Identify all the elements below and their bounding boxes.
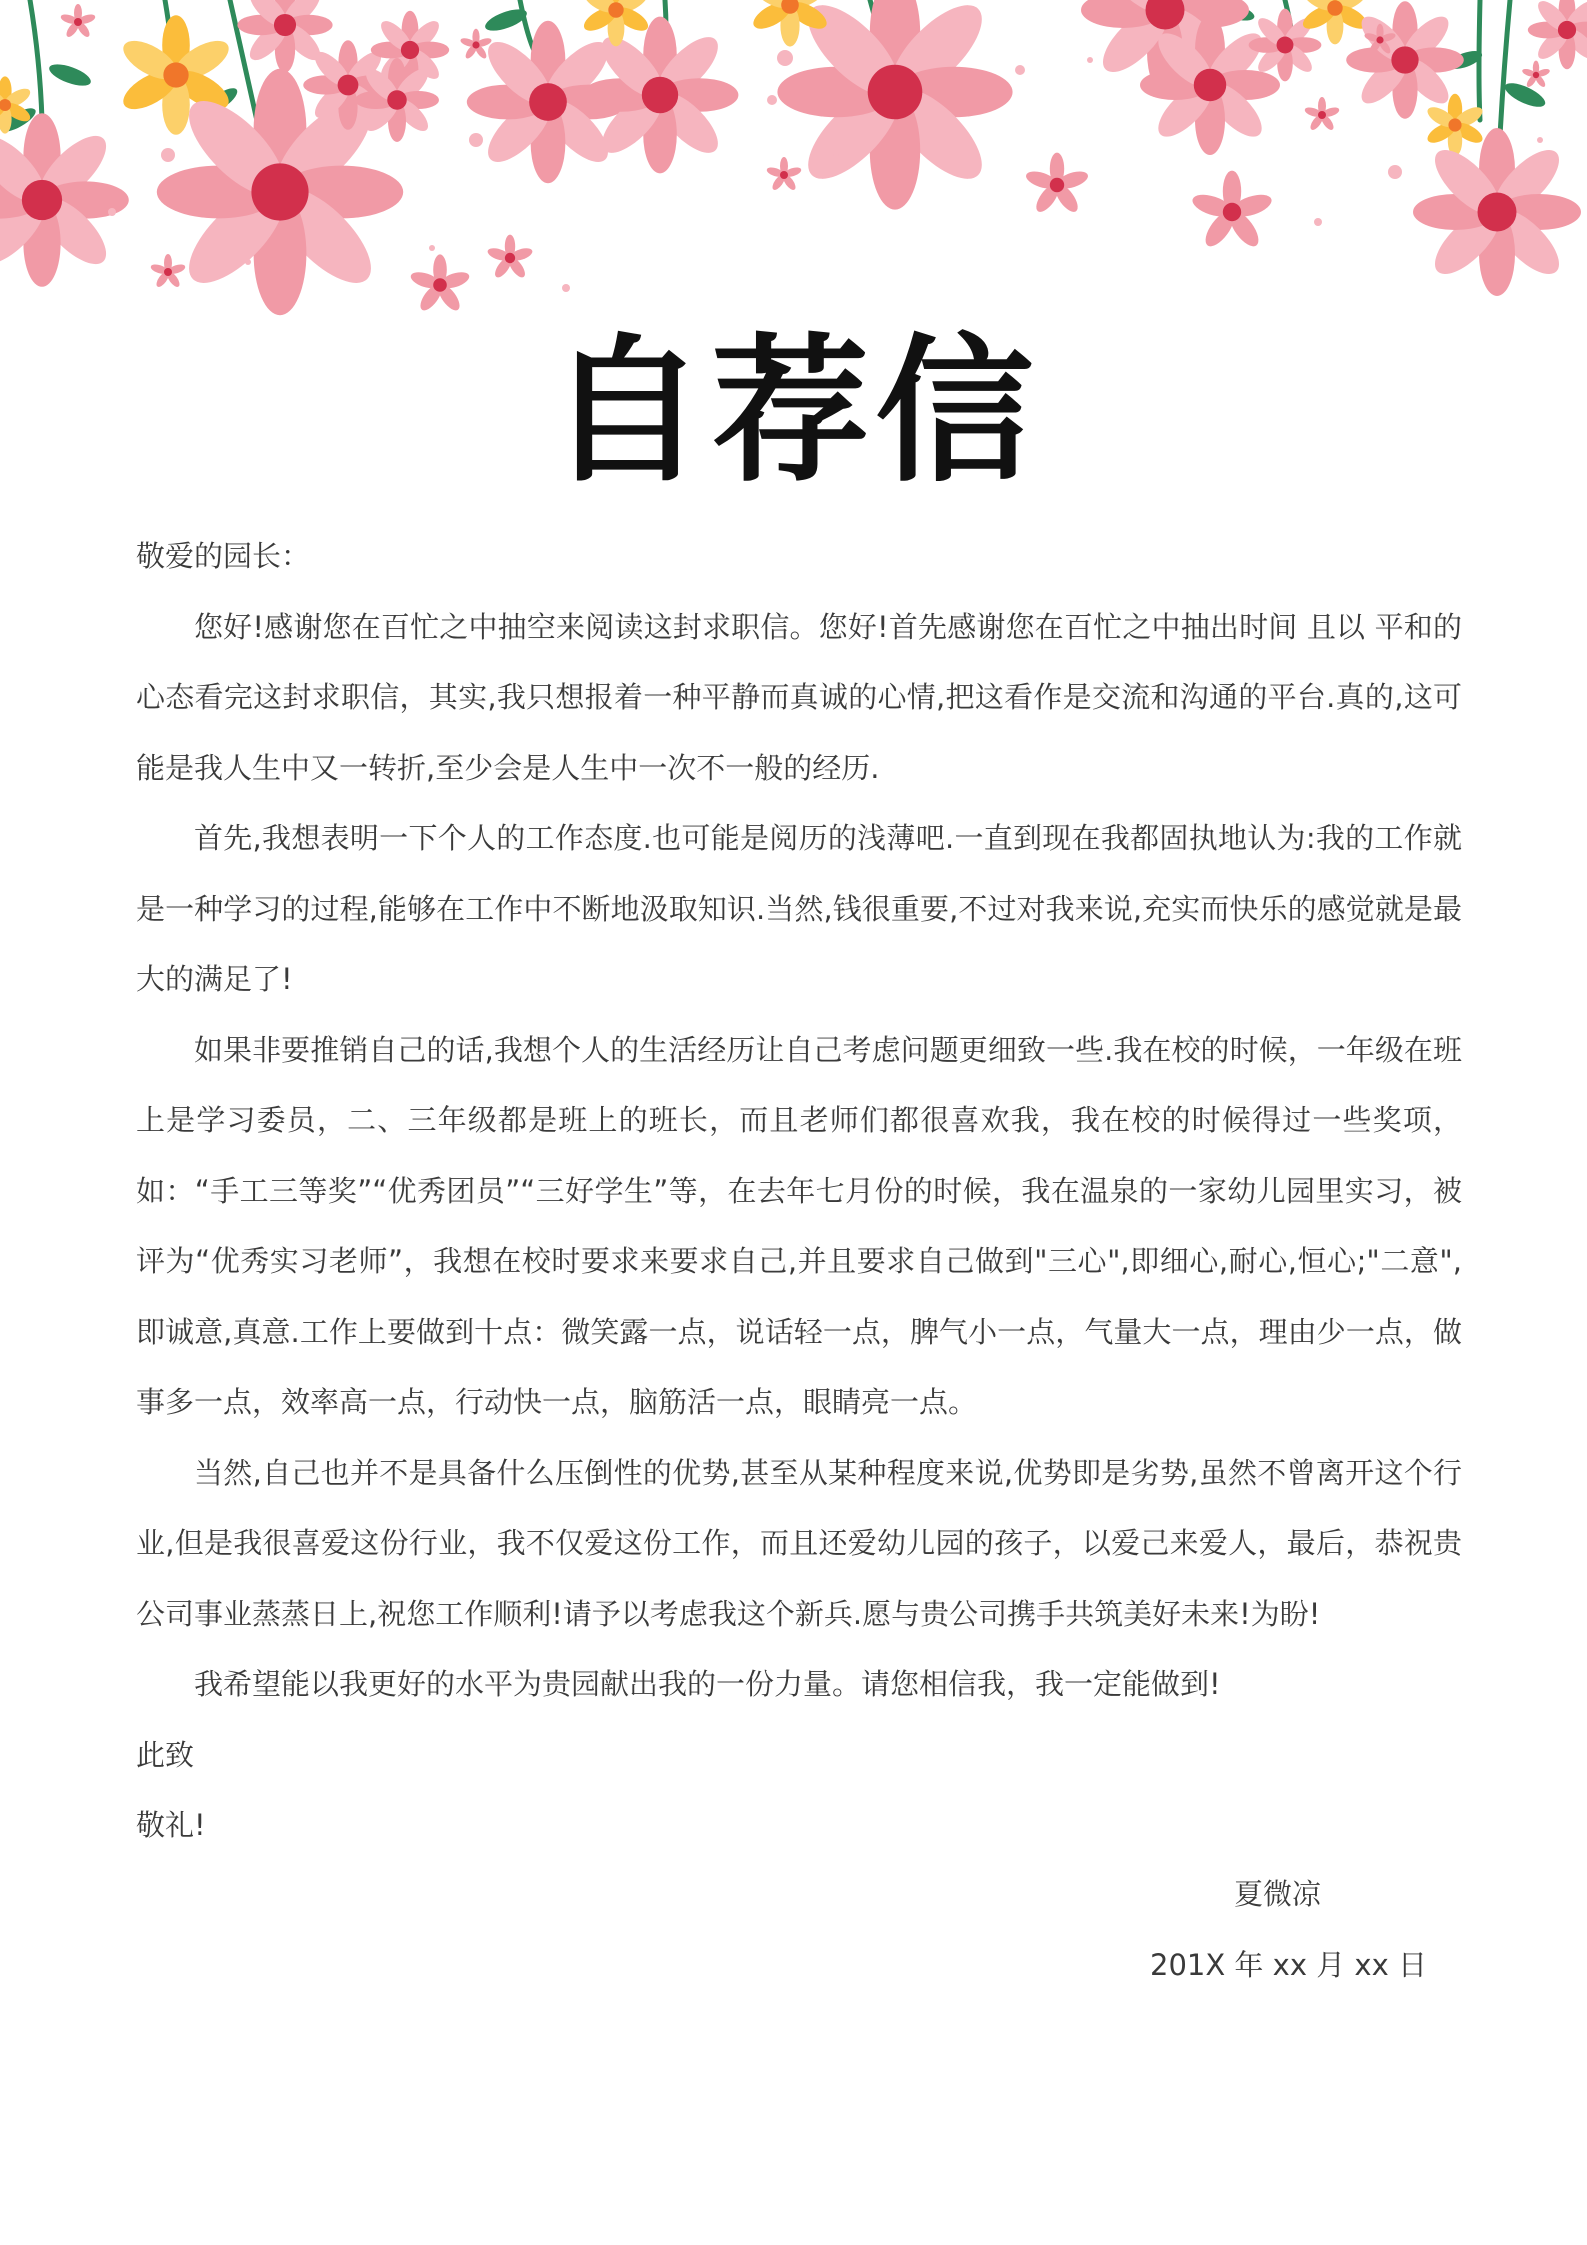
paragraph-5: 我希望能以我更好的水平为贵园献出我的一份力量。请您相信我，我一定能做到! <box>194 1667 1221 1701</box>
signature-block <box>1150 1859 1490 2000</box>
document-title: 自荐信 <box>547 320 1040 504</box>
paragraph-2: 首先,我想表明一下个人的工作态度.也可能是阅历的浅薄吧.一直到现在我都固执地认为:我的工作就是一种学习的过程,能够在工作中不断地汲取知识.当然,钱很重要,不过对我来说,充实而快乐的感觉就是最大的满足了! <box>136 821 1462 996</box>
paragraph-1: 您好!感谢您在百忙之中抽空来阅读这封求职信。您好!首先感谢您在百忙之中抽出时间 且以 平和的心态看完这封求职信，其实,我只想报着一种平静而真诚的心情,把这看作是交流和沟通的平台.真的,这可能是我人生中又一转折,至少会是人生中一次不一般的经历. <box>136 609 1462 785</box>
closing-line-2: 敬礼! <box>136 1808 206 1842</box>
signature-name: 夏微凉 <box>1234 1877 1322 1911</box>
closing-line-1: 此致 <box>136 1737 195 1772</box>
paragraph-4: 当然,自己也并不是具备什么压倒性的优势,甚至从某种程度来说,优势即是劣势,虽然不曾离开这个行业,但是我很喜爱这份行业，我不仅爱这份工作，而且还爱幼儿园的孩子，以爱己来爱人，最后，恭祝贵公司事业蒸蒸日上,祝您工作顺利!请予以考虑我这个新兵.愿与贵公司携手共筑美好未来!为盼! <box>136 1455 1462 1631</box>
letter-body <box>136 521 1462 1861</box>
signature-date: 201X 年 xx 月 xx 日 <box>1150 1947 1427 1982</box>
salutation: 敬爱的园长： <box>136 539 311 573</box>
floral-header-decoration <box>0 0 1587 330</box>
paragraph-3: 如果非要推销自己的话,我想个人的生活经历让自己考虑问题更细致一些.我在校的时候，一年级在班上是学习委员，二、三年级都是班上的班长，而且老师们都很喜欢我，我在校的时候得过一些奖项，如：“手工三等奖”“优秀团员”“三好学生”等，在去年七月份的时候，我在温泉的一家幼儿园里实习，被评为“优秀实习老师”，我想在校时要求来要求自己,并且要求自己做到"三心",即细心,耐心,恒心;"二意",即诚意,真意.工作上要做到十点：微笑露一点，说话轻一点，脾气小一点，气量大一点，理由少一点，做事多一点，效率高一点，行动快一点，脑筋活一点，眼睛亮一点。 <box>136 1032 1462 1419</box>
